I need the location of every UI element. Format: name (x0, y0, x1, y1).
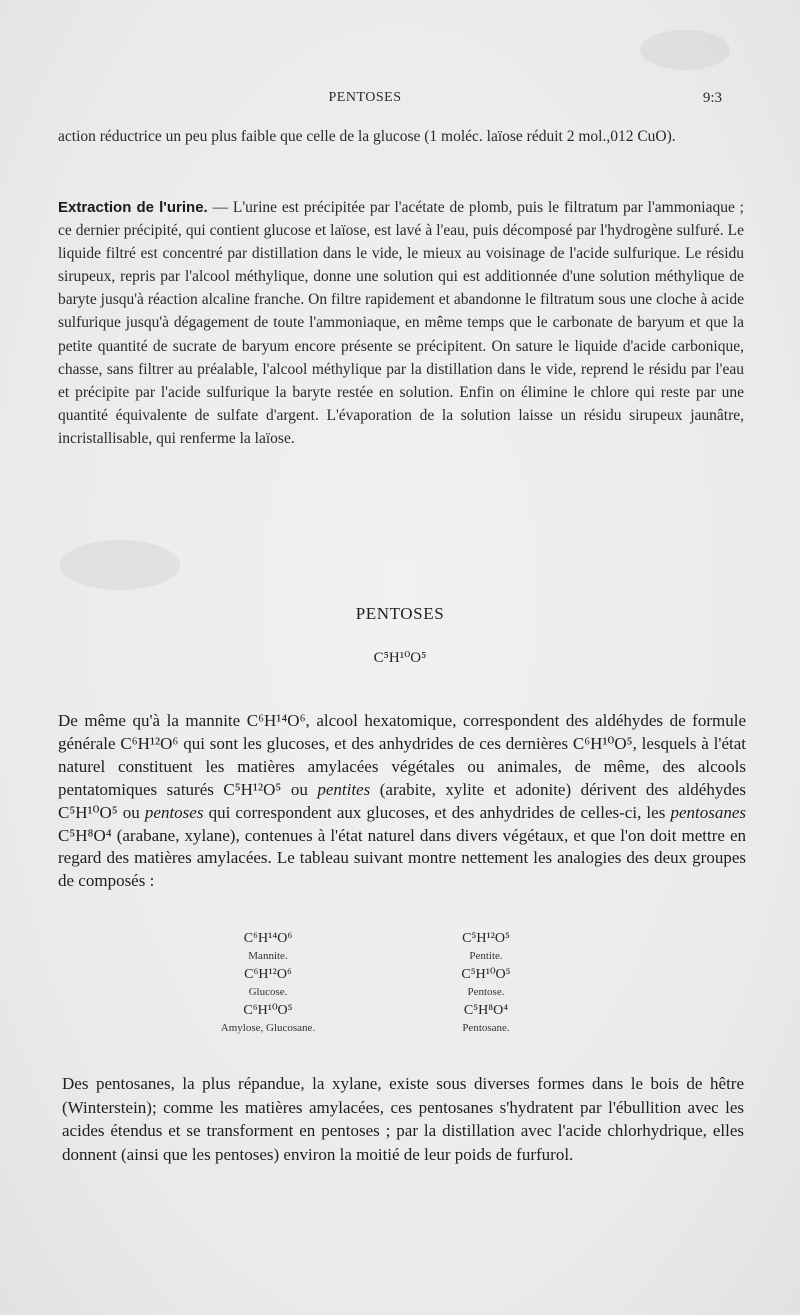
running-title: PENTOSES (328, 90, 402, 105)
running-head (0, 90, 800, 110)
paragraph-extraction (58, 196, 744, 450)
formula-cell: C⁶H¹²O⁶ (244, 967, 292, 982)
text-run: De même qu'à la mannite C⁶H¹⁴O⁶, alcool hexatomique, correspondent des aldéhydes de formule générale C⁶H¹²O⁶ qui sont les glucoses, et des anhydrides de ces dernières C⁶H¹⁰O⁵, lesquels à l'état naturel constituent les matières amylacées végétales ou animales, de même, des alcools pentatomiques saturés C⁵H¹²O⁵ ou (58, 711, 746, 799)
section-title: PENTOSES (355, 604, 445, 623)
hexose-column (178, 930, 358, 1038)
formula-cell: C⁶H¹⁴O⁶ (243, 931, 293, 946)
text-run: C⁵H⁸O⁴ (arabane, xylane), contenues à l'état naturel dans divers végétaux, et que l'on doit mettre en regard des matières amylacées. Le tableau suivant montre nettement les analogies des deux groupes de composés : (58, 825, 746, 891)
section-formula: C⁵H¹⁰O⁵ (373, 650, 427, 666)
italic-term-pentosanes: pentosanes (670, 802, 746, 822)
formula-cell: C⁵H¹²O⁵ (462, 931, 510, 946)
italic-term-pentites: pentites (317, 779, 371, 799)
formula-cell: C⁵H⁸O⁴ (463, 1003, 509, 1018)
paper-stain (640, 30, 730, 70)
compound-name: Amylose, Glucosane. (220, 1022, 316, 1034)
compound-name: Pentose. (467, 986, 505, 998)
compound-name: Mannite. (248, 950, 288, 962)
page-number: 9:3 (702, 90, 722, 106)
compound-name: Pentosane. (462, 1022, 510, 1034)
italic-term-pentoses: pentoses (144, 802, 204, 822)
paragraph-extraction-text: — L'urine est précipitée par l'acétate de plomb, puis le filtratum par l'ammoniaque ; ce dernier précipité, qui contient glucose et laïose, est lavé à l'eau, puis décomposé par l'hydrogène sulfuré. Le liquide filtré est concentré par distillation dans le vide, le mieux au voisinage de l'acide sulfurique. Le résidu sirupeux, repris par l'alcool méthylique, donne une solution qui est additionnée d'une solution méthylique de baryte jusqu'à réaction alcaline franche. On filtre rapidement et abandonne le filtratum sous une cloche à acide sulfurique jusqu'à dégagement de toute l'ammoniaque, en même temps que le carbonate de baryum et que la petite quantité de sucrate de baryum encore présente se précipitent. On sature le liquide d'acide carbonique, chasse, sans filtrer au préalable, l'alcool méthylique par la distillation dans le vide, reprend le résidu par l'eau et précipite par l'acide sulfurique la baryte restée en solution. Enfin on élimine le chlore qui reste par une quantité équivalente de sulfate d'argent. L'évaporation de la solution laisse un résidu sirupeux jaunâtre, incristallisable, qui renferme la laïose. (58, 199, 744, 447)
formula-cell: C⁶H¹⁰O⁵ (243, 1003, 293, 1018)
formula-cell: C⁵H¹⁰O⁵ (461, 967, 511, 982)
paragraph-pentoses-intro (58, 710, 746, 893)
compound-name: Glucose. (248, 986, 288, 998)
compound-name: Pentite. (469, 950, 503, 962)
text-run: (arabite, xylite et adonite) dérivent des aldéhydes C⁵H¹⁰O⁵ ou (58, 779, 746, 822)
text-run: qui correspondent aux glucoses, et des anhydrides de celles-ci, les (203, 802, 671, 822)
paragraph-reducing-action: action réductrice un peu plus faible que celle de la glucose (1 moléc. laïose réduit 2 mol.,012 CuO). (58, 128, 676, 145)
formula-comparison-table (0, 930, 800, 1060)
section-lead-extraction: Extraction de l'urine. (58, 199, 208, 216)
paper-stain (60, 540, 180, 590)
pentose-column (396, 930, 576, 1038)
paragraph-pentosanes: Des pentosanes, la plus répandue, la xylane, existe sous diverses formes dans le bois de hêtre (Winterstein); comme les matières amylacées, ces pentosanes s'hydratent par l'ébullition avec les acides étendus et se transforment en pentoses ; par la distillation avec l'acide chlorhydrique, elles donnent (ainsi que les pentoses) environ la moitié de leur poids de furfurol. (62, 1074, 744, 1165)
